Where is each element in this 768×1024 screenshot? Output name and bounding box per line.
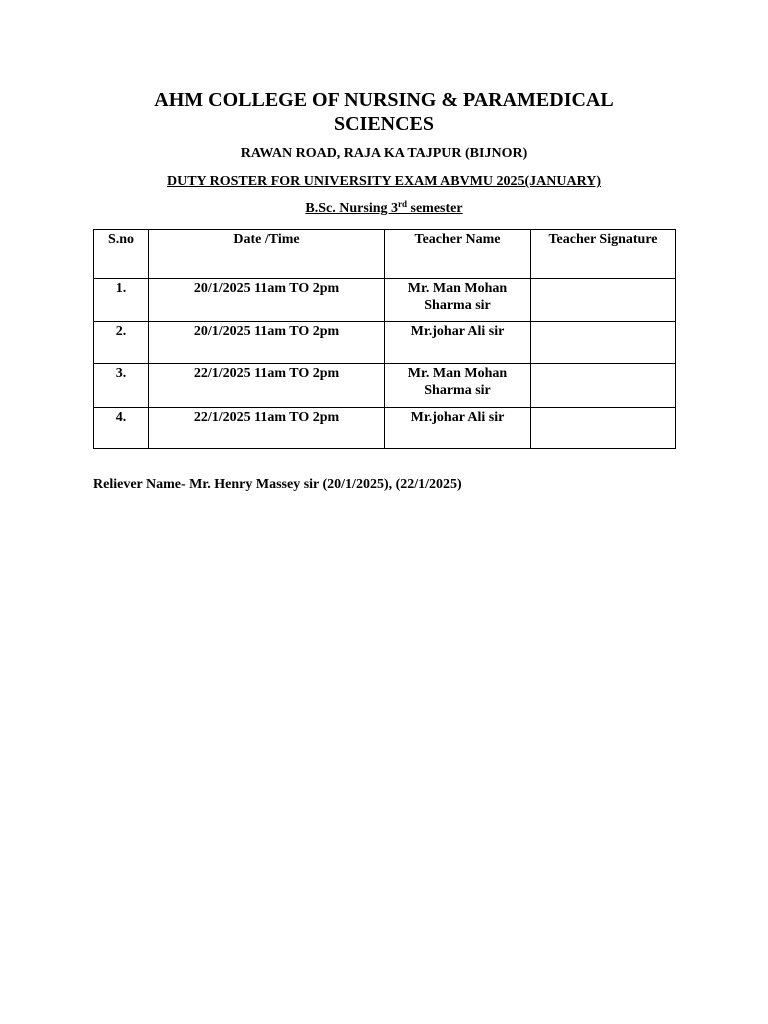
cell-teacher-name: Mr.johar Ali sir (385, 322, 531, 364)
table-header-row (94, 230, 676, 279)
cell-sno: 3. (94, 364, 149, 408)
course-suffix: semester (407, 201, 463, 216)
table-row (94, 322, 676, 364)
column-header-teacher-signature: Teacher Signature (531, 230, 676, 279)
college-title: AHM COLLEGE OF NURSING & PARAMEDICAL SCIENCES (154, 89, 614, 135)
table-row (94, 279, 676, 322)
table-row (94, 408, 676, 449)
cell-teacher-signature (531, 364, 676, 408)
column-header-teacher-name: Teacher Name (385, 230, 531, 279)
cell-teacher-signature (531, 279, 676, 322)
cell-teacher-signature (531, 408, 676, 449)
course-line (0, 201, 768, 217)
cell-teacher-name: Mr. Man Mohan Sharma sir (385, 364, 531, 408)
cell-sno: 2. (94, 322, 149, 364)
cell-sno: 4. (94, 408, 149, 449)
reliever-line: Reliever Name- Mr. Henry Massey sir (20/1/2025), (22/1/2025) (93, 477, 462, 492)
table-row (94, 364, 676, 408)
cell-teacher-signature (531, 322, 676, 364)
roster-heading: DUTY ROSTER FOR UNIVERSITY EXAM ABVMU 2025(JANUARY) (166, 174, 602, 189)
college-address: RAWAN ROAD, RAJA KA TAJPUR (BIJNOR) (240, 146, 528, 161)
column-header-sno: S.no (94, 230, 149, 279)
cell-datetime: 22/1/2025 11am TO 2pm (149, 408, 385, 449)
cell-datetime: 22/1/2025 11am TO 2pm (149, 364, 385, 408)
duty-roster-table (93, 229, 676, 449)
column-header-datetime: Date /Time (149, 230, 385, 279)
cell-teacher-name: Mr.johar Ali sir (385, 408, 531, 449)
cell-teacher-name: Mr. Man Mohan Sharma sir (385, 279, 531, 322)
course-prefix: B.Sc. Nursing 3 (305, 201, 398, 216)
cell-sno: 1. (94, 279, 149, 322)
cell-datetime: 20/1/2025 11am TO 2pm (149, 279, 385, 322)
cell-datetime: 20/1/2025 11am TO 2pm (149, 322, 385, 364)
course-superscript: rd (398, 199, 407, 209)
